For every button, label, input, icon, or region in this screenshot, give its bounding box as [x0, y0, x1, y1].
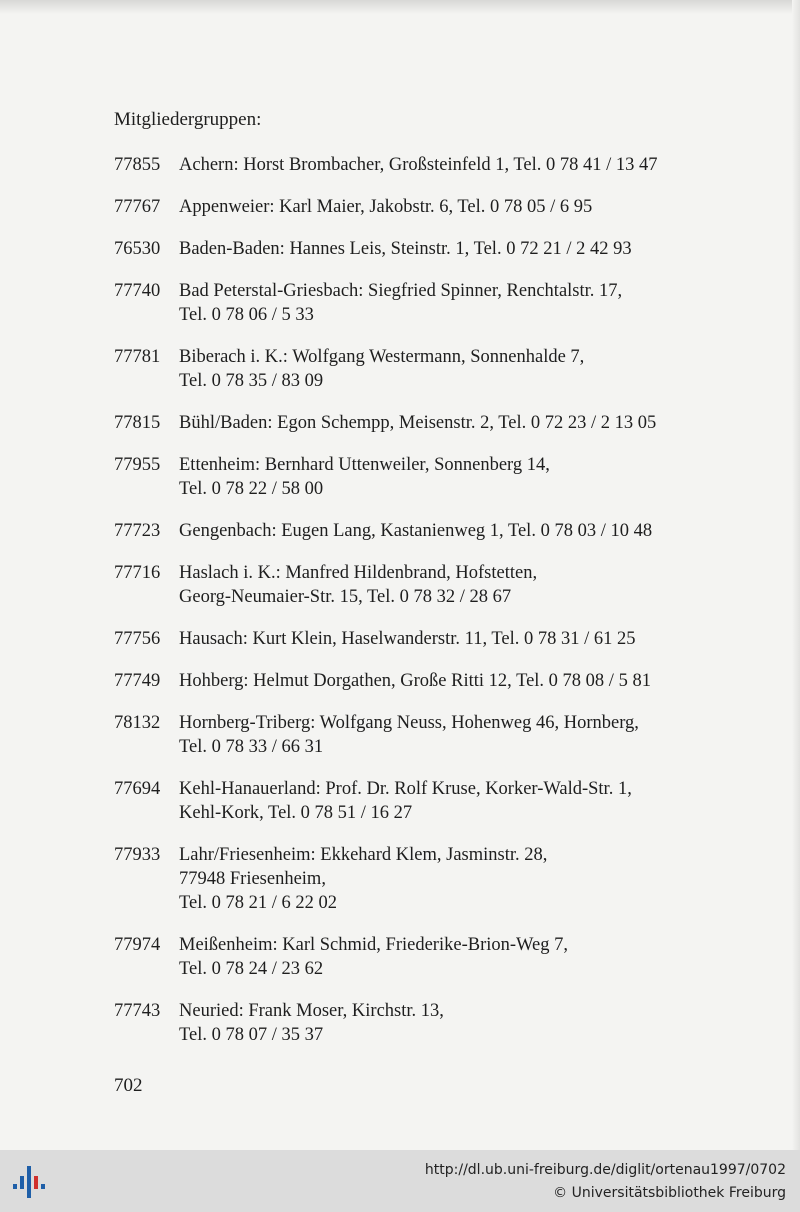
entry-line: Haslach i. K.: Manfred Hildenbrand, Hofstetten,: [179, 563, 538, 583]
entry-details: [179, 411, 774, 435]
member-group-entry: [114, 195, 774, 219]
entry-line: Tel. 0 78 24 / 23 62: [179, 959, 324, 979]
entry-details: [179, 999, 774, 1047]
member-group-entry: [114, 411, 774, 435]
entry-line: Lahr/Friesenheim: Ekkehard Klem, Jasminstr. 28,: [179, 845, 548, 865]
member-group-entry: [114, 279, 774, 327]
entry-details: [179, 627, 774, 651]
entry-details: [179, 237, 774, 261]
entry-line: Hornberg-Triberg: Wolfgang Neuss, Hohenweg 46, Hornberg,: [179, 713, 639, 733]
member-group-entry: [114, 843, 774, 915]
member-group-entry: [114, 561, 774, 609]
entry-details: [179, 345, 774, 393]
member-group-entry: [114, 153, 774, 177]
postal-code: 78132: [114, 713, 161, 733]
postal-code: 77955: [114, 455, 161, 475]
entry-line: Gengenbach: Eugen Lang, Kastanienweg 1, Tel. 0 78 03 / 10 48: [179, 521, 653, 541]
postal-code: 77743: [114, 1001, 161, 1021]
entry-line: Tel. 0 78 33 / 66 31: [179, 737, 324, 757]
member-group-entry: [114, 627, 774, 651]
member-group-entry: [114, 933, 774, 981]
postal-code: 77855: [114, 155, 161, 175]
entry-details: [179, 519, 774, 543]
member-group-entry: [114, 519, 774, 543]
postal-code: 77749: [114, 671, 161, 691]
entry-line: Tel. 0 78 35 / 83 09: [179, 371, 324, 391]
member-group-entry: [114, 345, 774, 393]
section-heading: Mitgliedergruppen:: [114, 109, 262, 130]
entry-line: Appenweier: Karl Maier, Jakobstr. 6, Tel. 0 78 05 / 6 95: [179, 197, 593, 217]
entry-details: [179, 711, 774, 759]
entry-line: Ettenheim: Bernhard Uttenweiler, Sonnenberg 14,: [179, 455, 550, 475]
entry-details: [179, 561, 774, 609]
entry-details: [179, 195, 774, 219]
postal-code: 77974: [114, 935, 161, 955]
entry-line: Achern: Horst Brombacher, Großsteinfeld 1, Tel. 0 78 41 / 13 47: [179, 155, 658, 175]
postal-code: 77815: [114, 413, 161, 433]
postal-code: 77756: [114, 629, 161, 649]
entry-line: Georg-Neumaier-Str. 15, Tel. 0 78 32 / 28 67: [179, 587, 512, 607]
postal-code: 77694: [114, 779, 161, 799]
entry-details: [179, 777, 774, 825]
member-group-entry: [114, 453, 774, 501]
page-number: 702: [114, 1075, 143, 1096]
entry-line: Hohberg: Helmut Dorgathen, Große Ritti 12, Tel. 0 78 08 / 5 81: [179, 671, 651, 691]
entry-details: [179, 453, 774, 501]
entry-details: [179, 669, 774, 693]
entry-line: Kehl-Hanauerland: Prof. Dr. Rolf Kruse, Korker-Wald-Str. 1,: [179, 779, 632, 799]
postal-code: 77767: [114, 197, 161, 217]
entry-line: Biberach i. K.: Wolfgang Westermann, Sonnenhalde 7,: [179, 347, 585, 367]
member-group-list: [114, 153, 774, 1065]
entry-details: [179, 153, 774, 177]
copyright-text: © Universitätsbibliothek Freiburg: [553, 1185, 786, 1201]
entry-line: Neuried: Frank Moser, Kirchstr. 13,: [179, 1001, 444, 1021]
scan-right-edge: [792, 0, 800, 1150]
postal-code: 77933: [114, 845, 161, 865]
entry-line: Kehl-Kork, Tel. 0 78 51 / 16 27: [179, 803, 413, 823]
entry-line: Meißenheim: Karl Schmid, Friederike-Brion-Weg 7,: [179, 935, 568, 955]
postal-code: 76530: [114, 239, 161, 259]
entry-line: Baden-Baden: Hannes Leis, Steinstr. 1, Tel. 0 72 21 / 2 42 93: [179, 239, 632, 259]
member-group-entry: [114, 711, 774, 759]
entry-line: 77948 Friesenheim,: [179, 869, 326, 889]
postal-code: 77716: [114, 563, 161, 583]
footer-bar: [0, 1150, 800, 1212]
entry-line: Tel. 0 78 21 / 6 22 02: [179, 893, 337, 913]
entry-line: Bad Peterstal-Griesbach: Siegfried Spinner, Renchtalstr. 17,: [179, 281, 623, 301]
source-url-link[interactable]: http://dl.ub.uni-freiburg.de/diglit/ortenau1997/0702: [424, 1162, 786, 1178]
scan-top-shadow: [0, 0, 800, 14]
ub-freiburg-logo-icon: [10, 1162, 50, 1202]
entry-line: Tel. 0 78 06 / 5 33: [179, 305, 314, 325]
entry-details: [179, 933, 774, 981]
entry-details: [179, 279, 774, 327]
member-group-entry: [114, 669, 774, 693]
entry-line: Tel. 0 78 22 / 58 00: [179, 479, 324, 499]
postal-code: 77781: [114, 347, 161, 367]
entry-line: Tel. 0 78 07 / 35 37: [179, 1025, 324, 1045]
member-group-entry: [114, 777, 774, 825]
member-group-entry: [114, 999, 774, 1047]
postal-code: 77740: [114, 281, 161, 301]
postal-code: 77723: [114, 521, 161, 541]
entry-line: Bühl/Baden: Egon Schempp, Meisenstr. 2, Tel. 0 72 23 / 2 13 05: [179, 413, 657, 433]
entry-details: [179, 843, 774, 915]
entry-line: Hausach: Kurt Klein, Haselwanderstr. 11, Tel. 0 78 31 / 61 25: [179, 629, 636, 649]
member-group-entry: [114, 237, 774, 261]
